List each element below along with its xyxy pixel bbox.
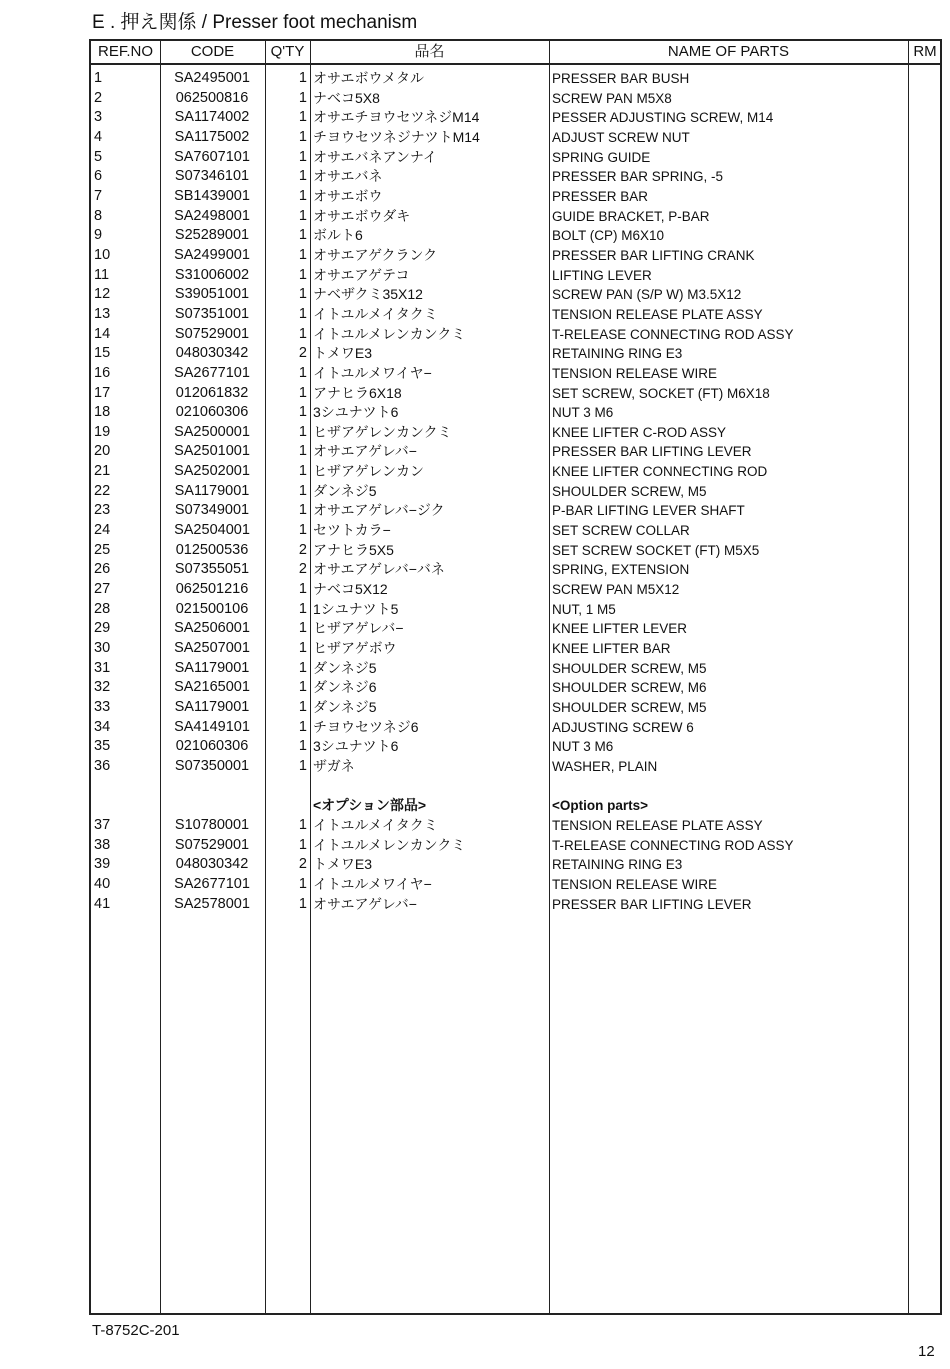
qty-cell: 1 bbox=[298, 266, 307, 283]
part-name-cell: PRESSER BAR LIFTING LEVER bbox=[552, 896, 752, 912]
ref-cell: 36 bbox=[94, 757, 111, 774]
ref-cell: 1 bbox=[94, 70, 103, 86]
jp-name-cell: オサエボウメタル bbox=[313, 70, 425, 86]
ref-cell: 35 bbox=[94, 738, 111, 755]
ref-cell: 21 bbox=[94, 463, 111, 480]
code-cell: S07355051 bbox=[174, 561, 250, 578]
code-cell: SA1175002 bbox=[174, 128, 250, 145]
table-row bbox=[91, 855, 940, 875]
part-name-cell: SET SCREW COLLAR bbox=[552, 523, 690, 539]
ref-cell: 31 bbox=[94, 659, 111, 676]
ref-cell: 13 bbox=[94, 305, 111, 322]
document-code: T-8752C-201 bbox=[92, 1322, 180, 1339]
jp-name-cell: チヨウセツネジナツトM14 bbox=[313, 128, 480, 145]
table-row bbox=[91, 501, 940, 521]
ref-cell: 8 bbox=[94, 207, 103, 224]
jp-name-cell: イトユルメワイヤ− bbox=[313, 364, 432, 381]
ref-cell: 10 bbox=[94, 246, 111, 263]
jp-name-cell: ボルト6 bbox=[313, 227, 363, 244]
jp-name-cell: オサエバネアンナイ bbox=[313, 148, 437, 165]
header-code: CODE bbox=[190, 43, 235, 60]
qty-cell: 1 bbox=[298, 423, 307, 440]
ref-cell: 2 bbox=[94, 89, 103, 106]
table-row bbox=[91, 89, 940, 109]
table-row bbox=[91, 266, 940, 286]
table-row bbox=[91, 836, 940, 856]
jp-name-cell: オサエアゲレバ− bbox=[313, 443, 417, 460]
part-name-cell: T-RELEASE CONNECTING ROD ASSY bbox=[552, 326, 794, 342]
table-row bbox=[91, 403, 940, 423]
part-name-cell: RETAINING RING E3 bbox=[552, 346, 683, 362]
ref-cell: 28 bbox=[94, 600, 111, 617]
code-cell: S25289001 bbox=[174, 227, 250, 244]
part-name-cell: PRESSER BAR SPRING, -5 bbox=[552, 169, 724, 185]
code-cell: S07529001 bbox=[174, 325, 250, 342]
jp-name-cell: ヒザアゲレバ− bbox=[313, 620, 404, 637]
code-cell: S07350001 bbox=[174, 757, 250, 774]
part-name-cell: RETAINING RING E3 bbox=[552, 857, 683, 873]
part-name-cell: KNEE LIFTER LEVER bbox=[552, 621, 688, 637]
table-row bbox=[91, 659, 940, 679]
qty-cell: 1 bbox=[298, 679, 307, 696]
code-cell: S31006002 bbox=[174, 266, 250, 283]
parts-rows bbox=[91, 69, 940, 914]
ref-cell: 33 bbox=[94, 699, 111, 715]
part-name-cell: NUT, 1 M5 bbox=[552, 601, 616, 617]
code-cell: SB1439001 bbox=[174, 187, 250, 204]
jp-name-cell: ダンネジ5 bbox=[313, 699, 377, 715]
table-row bbox=[91, 718, 940, 738]
ref-cell: 37 bbox=[94, 816, 111, 833]
qty-cell: 1 bbox=[298, 443, 307, 460]
table-row bbox=[91, 639, 940, 659]
code-cell: 062501216 bbox=[175, 581, 249, 598]
part-name-cell: SHOULDER SCREW, M5 bbox=[552, 483, 707, 499]
code-cell: SA1174002 bbox=[174, 109, 250, 126]
ref-cell: 18 bbox=[94, 404, 111, 421]
part-name-cell: SHOULDER SCREW, M5 bbox=[552, 700, 707, 715]
jp-name-cell: ザガネ bbox=[313, 757, 355, 774]
code-cell: 012061832 bbox=[175, 384, 249, 401]
jp-name-cell: 3シユナツト6 bbox=[313, 738, 399, 755]
table-row bbox=[91, 344, 940, 364]
ref-cell: 16 bbox=[94, 364, 111, 381]
part-name-cell: KNEE LIFTER C-ROD ASSY bbox=[552, 424, 727, 440]
jp-name-cell: イトユルメイタクミ bbox=[313, 816, 438, 833]
page-number: 12 bbox=[918, 1343, 935, 1360]
code-cell: SA2578001 bbox=[174, 895, 250, 912]
table-row bbox=[91, 285, 940, 305]
jp-name-cell: アナヒラ6X18 bbox=[313, 384, 402, 401]
table-row bbox=[91, 757, 940, 777]
jp-name-cell: オサエアゲレバ− bbox=[313, 895, 417, 912]
qty-cell: 1 bbox=[298, 502, 307, 519]
jp-name-cell: オサエアゲクランク bbox=[313, 246, 438, 263]
jp-name-cell: イトユルメイタクミ bbox=[313, 305, 438, 322]
part-name-cell: GUIDE BRACKET, P-BAR bbox=[552, 208, 710, 224]
code-cell: SA2498001 bbox=[174, 207, 250, 224]
qty-cell: 1 bbox=[298, 246, 307, 263]
part-name-cell: SET SCREW, SOCKET (FT) M6X18 bbox=[552, 385, 770, 401]
part-name-cell: SET SCREW SOCKET (FT) M5X5 bbox=[552, 542, 760, 558]
ref-cell: 27 bbox=[94, 581, 111, 598]
code-cell: SA2501001 bbox=[174, 443, 250, 460]
qty-cell: 1 bbox=[298, 109, 307, 126]
code-cell: SA2677101 bbox=[174, 875, 250, 892]
table-row bbox=[91, 187, 940, 207]
table-row bbox=[91, 678, 940, 698]
code-cell: SA2506001 bbox=[174, 620, 250, 637]
qty-cell: 1 bbox=[298, 128, 307, 145]
table-row bbox=[91, 148, 940, 168]
qty-cell: 1 bbox=[298, 895, 307, 912]
table-row bbox=[91, 384, 940, 404]
table-row bbox=[91, 895, 940, 915]
part-name-cell: T-RELEASE CONNECTING ROD ASSY bbox=[552, 837, 794, 853]
part-name-cell: SPRING GUIDE bbox=[552, 149, 651, 165]
code-cell: SA1179001 bbox=[174, 699, 250, 715]
jp-name-cell: <オプション部品> bbox=[313, 797, 427, 814]
jp-name-cell: セツトカラ− bbox=[313, 522, 391, 539]
ref-cell: 34 bbox=[94, 718, 111, 735]
qty-cell: 1 bbox=[298, 384, 307, 401]
jp-name-cell: トメワE3 bbox=[313, 345, 372, 362]
qty-cell: 1 bbox=[298, 227, 307, 244]
page-title: E . 押え関係 / Presser foot mechanism bbox=[92, 12, 418, 33]
qty-cell: 1 bbox=[298, 148, 307, 165]
ref-cell: 30 bbox=[94, 640, 111, 657]
jp-name-cell: ダンネジ5 bbox=[313, 482, 377, 499]
code-cell: 012500536 bbox=[175, 541, 249, 558]
jp-name-cell: オサエアゲレバ−ジク bbox=[313, 502, 445, 519]
code-cell: 048030342 bbox=[175, 856, 249, 873]
ref-cell: 22 bbox=[94, 482, 111, 499]
jp-name-cell: ヒザアゲレンカン bbox=[313, 463, 424, 480]
qty-cell: 1 bbox=[298, 168, 307, 185]
ref-cell: 40 bbox=[94, 875, 111, 892]
part-name-cell: PRESSER BAR bbox=[552, 188, 649, 204]
ref-cell: 17 bbox=[94, 384, 111, 401]
jp-name-cell: イトユルメレンカンクミ bbox=[313, 325, 466, 342]
part-name-cell: ADJUSTING SCREW 6 bbox=[552, 719, 694, 735]
code-cell: SA2504001 bbox=[174, 522, 250, 539]
code-cell: SA2507001 bbox=[174, 640, 250, 657]
ref-cell: 9 bbox=[94, 227, 103, 244]
code-cell: 048030342 bbox=[175, 345, 249, 362]
qty-cell: 1 bbox=[298, 482, 307, 499]
qty-cell: 1 bbox=[298, 187, 307, 204]
part-name-cell: KNEE LIFTER CONNECTING ROD bbox=[552, 464, 768, 480]
ref-cell: 4 bbox=[94, 128, 103, 145]
jp-name-cell: ダンネジ6 bbox=[313, 679, 377, 696]
code-cell: SA2165001 bbox=[174, 679, 250, 696]
part-name-cell: SPRING, EXTENSION bbox=[552, 562, 690, 578]
qty-cell: 2 bbox=[298, 856, 307, 873]
ref-cell: 23 bbox=[94, 502, 111, 519]
table-row bbox=[91, 167, 940, 187]
code-cell: SA2495001 bbox=[174, 70, 250, 86]
parts-table bbox=[89, 39, 942, 1315]
table-row bbox=[91, 777, 940, 797]
ref-cell: 26 bbox=[94, 561, 111, 578]
part-name-cell: P-BAR LIFTING LEVER SHAFT bbox=[552, 503, 745, 519]
part-name-cell: PRESSER BAR LIFTING LEVER bbox=[552, 444, 752, 460]
part-name-cell: TENSION RELEASE WIRE bbox=[552, 365, 718, 381]
table-row bbox=[91, 364, 940, 384]
qty-cell: 1 bbox=[298, 286, 307, 303]
qty-cell: 1 bbox=[298, 364, 307, 381]
code-cell: SA1179001 bbox=[174, 659, 250, 676]
jp-name-cell: アナヒラ5X5 bbox=[313, 541, 394, 558]
table-row bbox=[91, 69, 940, 89]
jp-name-cell: トメワE3 bbox=[313, 856, 372, 873]
part-name-cell: WASHER, PLAIN bbox=[552, 758, 658, 774]
ref-cell: 39 bbox=[94, 856, 111, 873]
table-row bbox=[91, 580, 940, 600]
qty-cell: 1 bbox=[298, 522, 307, 539]
part-name-cell: TENSION RELEASE PLATE ASSY bbox=[552, 306, 763, 322]
qty-cell: 1 bbox=[298, 757, 307, 774]
jp-name-cell: ナベザクミ35X12 bbox=[313, 286, 423, 303]
code-cell: S07529001 bbox=[174, 836, 250, 853]
part-name-cell: LIFTING LEVER bbox=[552, 267, 652, 283]
qty-cell: 2 bbox=[298, 345, 307, 362]
part-name-cell: SCREW PAN (S/P W) M3.5X12 bbox=[552, 287, 742, 303]
qty-cell: 1 bbox=[298, 325, 307, 342]
qty-cell: 1 bbox=[298, 640, 307, 657]
jp-name-cell: チヨウセツネジ6 bbox=[313, 718, 419, 735]
ref-cell: 24 bbox=[94, 522, 111, 539]
part-name-cell: <Option parts> bbox=[552, 798, 649, 814]
part-name-cell: NUT 3 M6 bbox=[552, 405, 614, 421]
qty-cell: 1 bbox=[298, 404, 307, 421]
ref-cell: 7 bbox=[94, 187, 103, 204]
part-name-cell: PRESSER BAR LIFTING CRANK bbox=[552, 247, 755, 263]
header-qty: Q'TY bbox=[270, 43, 305, 60]
table-row bbox=[91, 207, 940, 227]
ref-cell: 25 bbox=[94, 541, 111, 558]
part-name-cell: ADJUST SCREW NUT bbox=[552, 129, 690, 145]
part-name-cell: SCREW PAN M5X12 bbox=[552, 582, 680, 598]
part-name-cell: SHOULDER SCREW, M5 bbox=[552, 660, 707, 676]
qty-cell: 2 bbox=[298, 561, 307, 578]
jp-name-cell: ナベコ5X8 bbox=[313, 89, 380, 106]
code-cell: 021500106 bbox=[175, 600, 249, 617]
header-rm: RM bbox=[913, 43, 937, 60]
code-cell: S07346101 bbox=[174, 168, 250, 185]
ref-cell: 38 bbox=[94, 836, 111, 853]
code-cell: SA2499001 bbox=[174, 246, 250, 263]
jp-name-cell: イトユルメワイヤ− bbox=[313, 875, 432, 892]
code-cell: 021060306 bbox=[175, 738, 249, 755]
jp-name-cell: オサエボウダキ bbox=[313, 207, 411, 224]
qty-cell: 2 bbox=[298, 541, 307, 558]
table-row bbox=[91, 462, 940, 482]
jp-name-cell: オサエアゲレバ−バネ bbox=[313, 561, 445, 578]
jp-name-cell: 1シユナツト5 bbox=[313, 600, 399, 617]
ref-cell: 20 bbox=[94, 443, 111, 460]
table-row bbox=[91, 482, 940, 502]
part-name-cell: PRESSER BAR BUSH bbox=[552, 71, 690, 86]
table-row bbox=[91, 305, 940, 325]
code-cell: S10780001 bbox=[174, 816, 250, 833]
table-row bbox=[91, 619, 940, 639]
code-cell: S07351001 bbox=[174, 305, 250, 322]
table-row bbox=[91, 875, 940, 895]
ref-cell: 14 bbox=[94, 325, 111, 342]
header-ref: REF.NO bbox=[97, 43, 153, 60]
qty-cell: 1 bbox=[298, 816, 307, 833]
code-cell: SA2677101 bbox=[174, 364, 250, 381]
ref-cell: 5 bbox=[94, 148, 103, 165]
table-row bbox=[91, 816, 940, 836]
ref-cell: 12 bbox=[94, 286, 111, 303]
ref-cell: 3 bbox=[94, 109, 103, 126]
table-row bbox=[91, 600, 940, 620]
code-cell: S39051001 bbox=[174, 286, 250, 303]
qty-cell: 1 bbox=[298, 620, 307, 637]
ref-cell: 6 bbox=[94, 168, 103, 185]
code-cell: S07349001 bbox=[174, 502, 250, 519]
qty-cell: 1 bbox=[298, 463, 307, 480]
table-row bbox=[91, 442, 940, 462]
ref-cell: 41 bbox=[94, 895, 111, 912]
part-name-cell: NUT 3 M6 bbox=[552, 739, 614, 755]
jp-name-cell: イトユルメレンカンクミ bbox=[313, 836, 466, 853]
ref-cell: 15 bbox=[94, 345, 111, 362]
jp-name-cell: ヒザアゲレンカンクミ bbox=[313, 423, 452, 440]
qty-cell: 1 bbox=[298, 659, 307, 676]
ref-cell: 19 bbox=[94, 423, 111, 440]
part-name-cell: PESSER ADJUSTING SCREW, M14 bbox=[552, 110, 774, 126]
header-name-of-parts: NAME OF PARTS bbox=[667, 43, 790, 60]
table-row bbox=[91, 521, 940, 541]
jp-name-cell: オサエアゲテコ bbox=[313, 266, 410, 283]
part-name-cell: SCREW PAN M5X8 bbox=[552, 90, 672, 106]
qty-cell: 1 bbox=[298, 836, 307, 853]
jp-name-cell: オサエチヨウセツネジM14 bbox=[313, 109, 480, 126]
ref-cell: 32 bbox=[94, 679, 111, 696]
part-name-cell: KNEE LIFTER BAR bbox=[552, 641, 671, 657]
table-row bbox=[91, 325, 940, 345]
table-row bbox=[91, 737, 940, 757]
table-row bbox=[91, 108, 940, 128]
part-name-cell: SHOULDER SCREW, M6 bbox=[552, 680, 707, 696]
code-cell: SA1179001 bbox=[174, 482, 250, 499]
table-row bbox=[91, 698, 940, 718]
jp-name-cell: ナベコ5X12 bbox=[313, 581, 388, 598]
qty-cell: 1 bbox=[298, 581, 307, 598]
jp-name-cell: ヒザアゲボウ bbox=[313, 640, 397, 657]
table-row bbox=[91, 541, 940, 561]
table-row bbox=[91, 560, 940, 580]
jp-name-cell: オサエバネ bbox=[313, 168, 383, 185]
table-row bbox=[91, 226, 940, 246]
header-divider bbox=[91, 63, 940, 65]
part-name-cell: TENSION RELEASE PLATE ASSY bbox=[552, 817, 763, 833]
qty-cell: 1 bbox=[298, 70, 307, 86]
qty-cell: 1 bbox=[298, 738, 307, 755]
code-cell: 062500816 bbox=[175, 89, 249, 106]
table-row bbox=[91, 128, 940, 148]
qty-cell: 1 bbox=[298, 875, 307, 892]
table-row bbox=[91, 796, 940, 816]
code-cell: SA4149101 bbox=[174, 718, 250, 735]
qty-cell: 1 bbox=[298, 600, 307, 617]
part-name-cell: BOLT (CP) M6X10 bbox=[552, 228, 665, 244]
table-row bbox=[91, 246, 940, 266]
ref-cell: 29 bbox=[94, 620, 111, 637]
code-cell: 021060306 bbox=[175, 404, 249, 421]
qty-cell: 1 bbox=[298, 207, 307, 224]
qty-cell: 1 bbox=[298, 718, 307, 735]
qty-cell: 1 bbox=[298, 89, 307, 106]
header-jp-name: 品名 bbox=[414, 43, 445, 60]
qty-cell: 1 bbox=[298, 699, 307, 715]
code-cell: SA7607101 bbox=[174, 148, 250, 165]
ref-cell: 11 bbox=[94, 266, 110, 283]
jp-name-cell: オサエボウ bbox=[313, 187, 383, 204]
table-row bbox=[91, 423, 940, 443]
part-name-cell: TENSION RELEASE WIRE bbox=[552, 876, 718, 892]
code-cell: SA2502001 bbox=[174, 463, 250, 480]
qty-cell: 1 bbox=[298, 305, 307, 322]
jp-name-cell: ダンネジ5 bbox=[313, 659, 377, 676]
code-cell: SA2500001 bbox=[174, 423, 250, 440]
jp-name-cell: 3シユナツト6 bbox=[313, 404, 399, 421]
